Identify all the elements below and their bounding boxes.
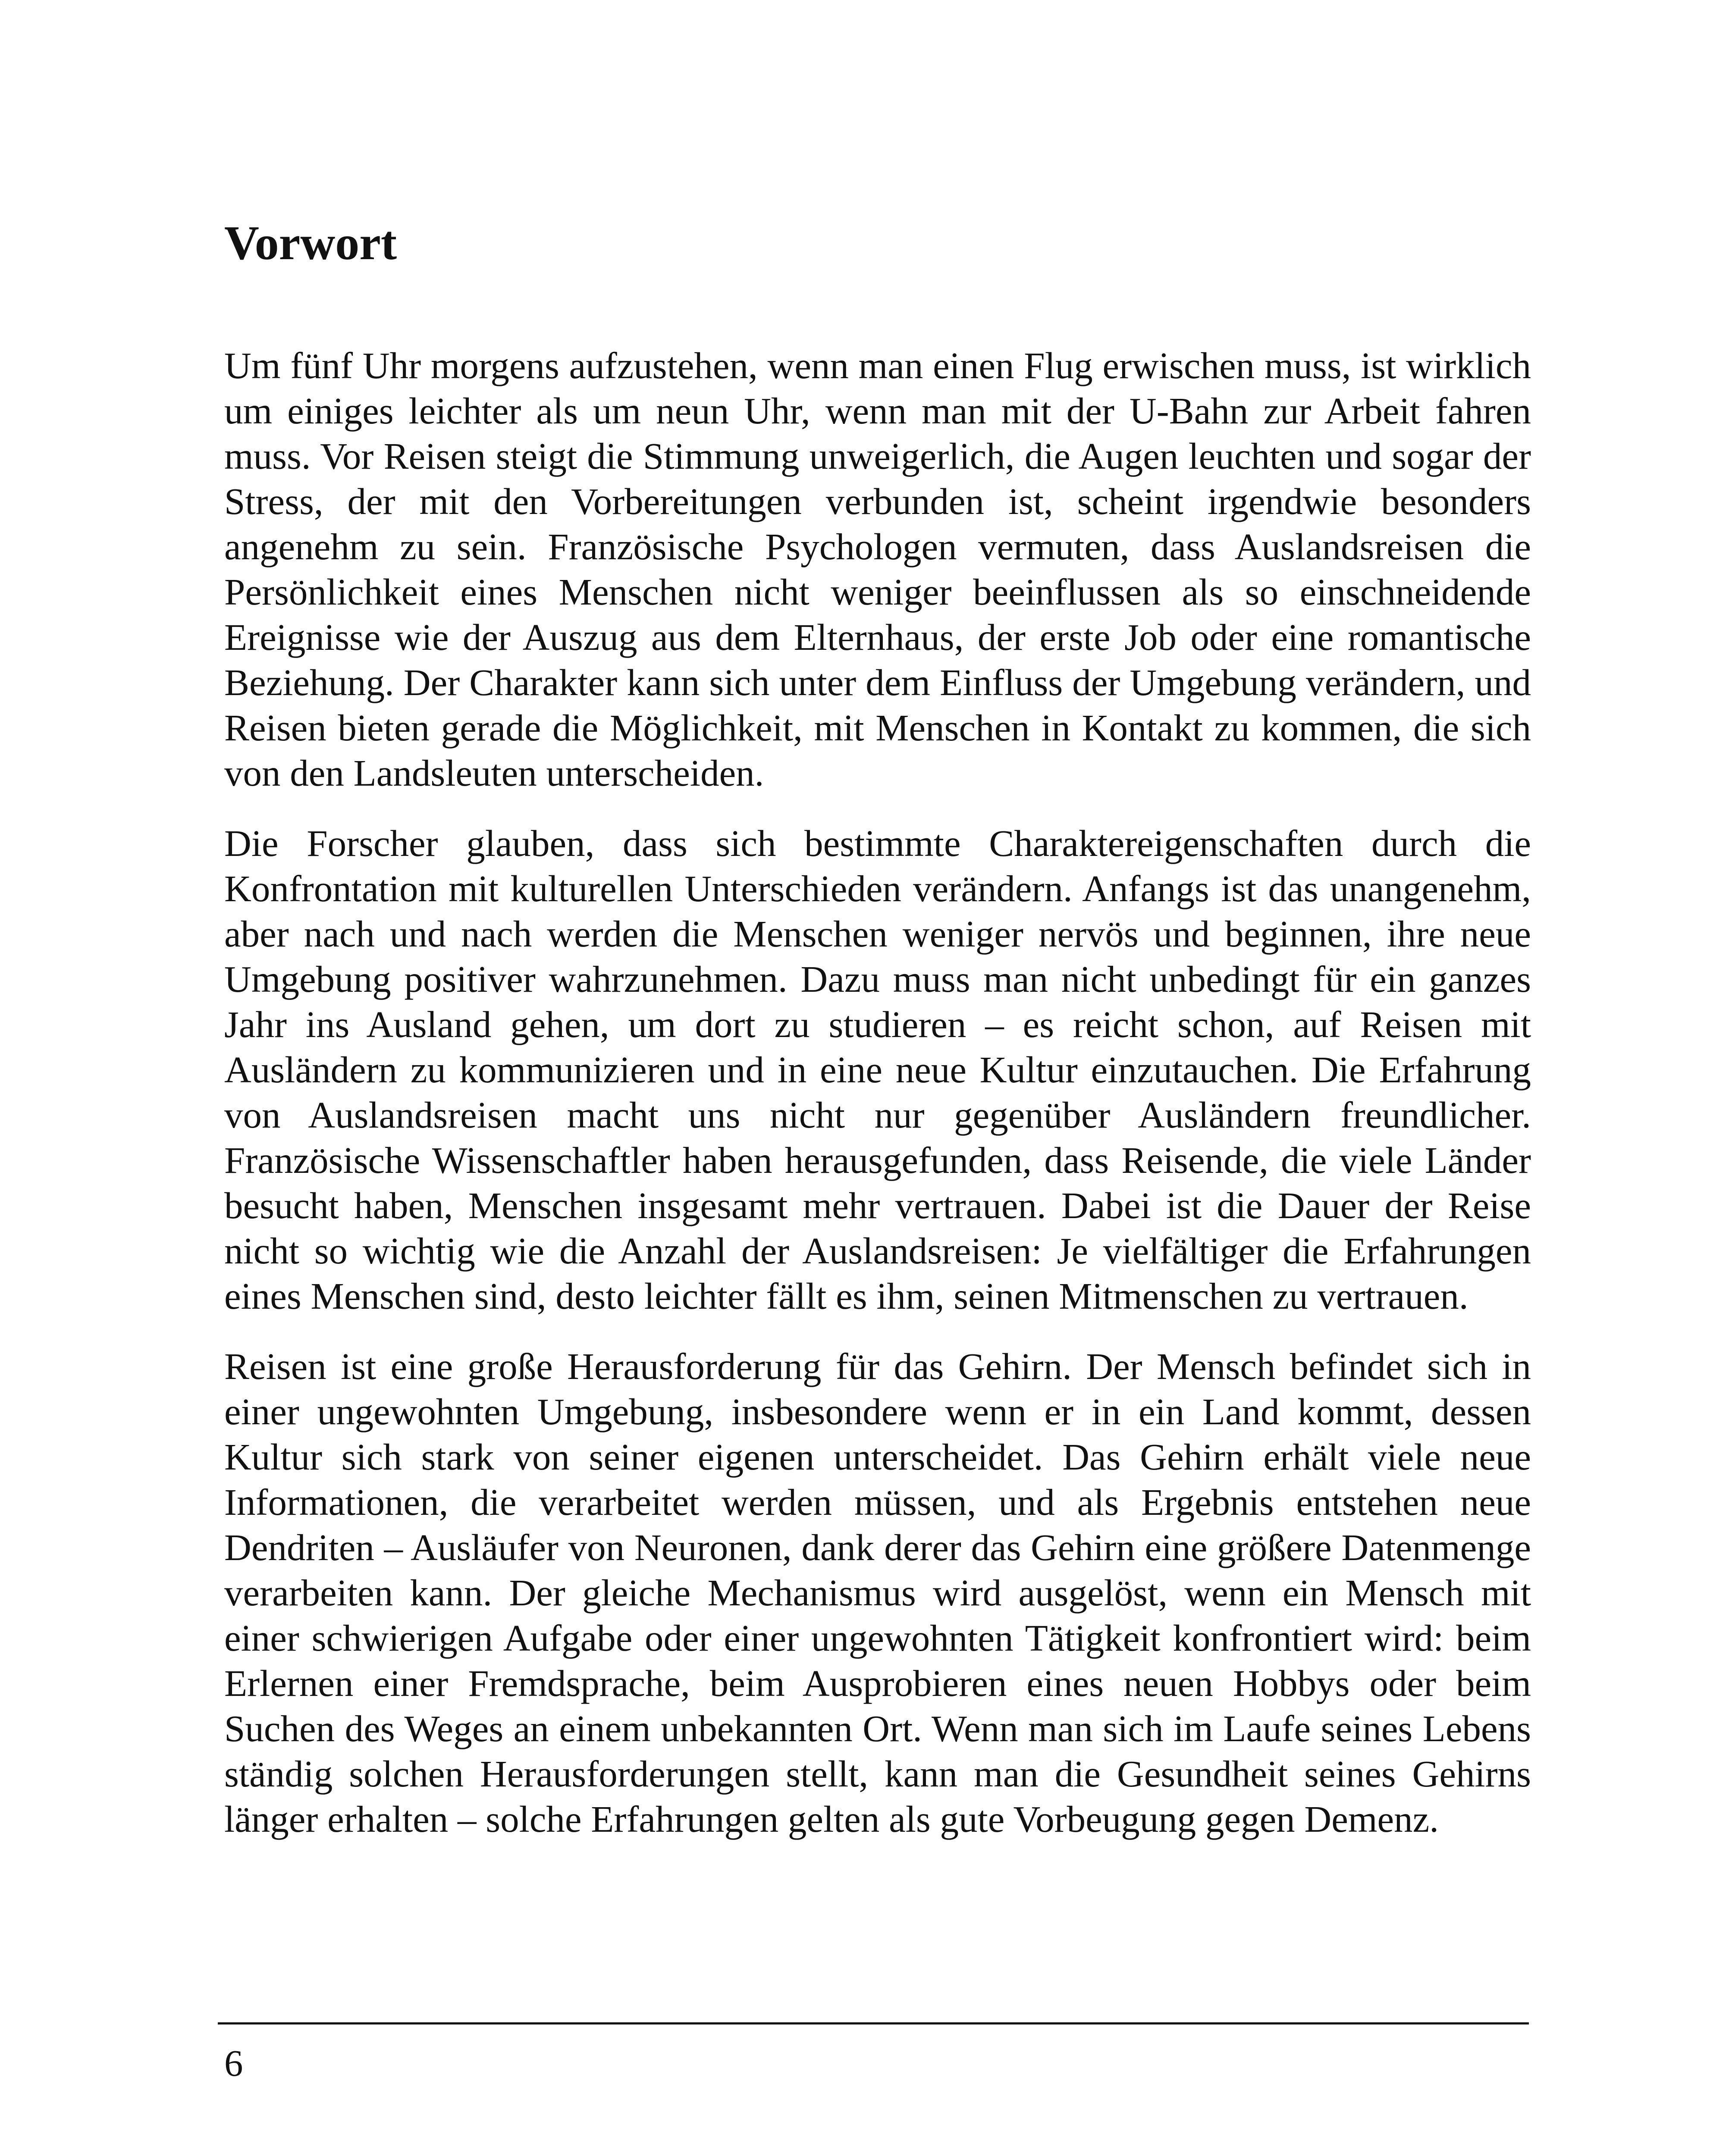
page-title: Vorwort <box>224 216 397 270</box>
page-number: 6 <box>224 2042 243 2084</box>
paragraph-2: Die Forscher glauben, dass sich bestimmte Charaktereigenschaften durch die Konfrontation mit kulturellen Unterschieden verändern. Anfangs ist das unangenehm, aber nach und nach werden die Menschen weniger nervös und beginnen, ihre neue Umgebung positiver wahrzunehmen. Dazu muss man nicht unbedingt für ein ganzes Jahr ins Ausland gehen, um dort zu studieren – es reicht schon, auf Reisen mit Ausländern zu kommunizieren und in eine neue Kultur einzutauchen. Die Erfahrung von Auslandsreisen macht uns nicht nur gegenüber Ausländern freundlicher. Französische Wissenschaftler haben herausgefunden, dass Reisende, die viele Länder besucht haben, Menschen insgesamt mehr vertrauen. Dabei ist die Dauer der Reise nicht so wichtig wie die Anzahl der Auslandsreisen: Je vielfältiger die Erfahrungen eines Menschen sind, desto leichter fällt es ihm, seinen Mitmenschen zu vertrauen. <box>224 822 1531 1317</box>
paragraph-3: Reisen ist eine große Herausforderung für das Gehirn. Der Mensch befindet sich in einer ungewohnten Umgebung, insbesondere wenn er in ein Land kommt, dessen Kultur sich stark von seiner eigenen unterscheidet. Das Gehirn erhält viele neue Informationen, die verarbeitet werden müssen, und als Ergebnis entstehen neue Dendriten – Ausläufer von Neuronen, dank derer das Gehirn eine größere Datenmenge verarbeiten kann. Der gleiche Mechanismus wird ausgelöst, wenn ein Mensch mit einer schwierigen Aufgabe oder einer ungewohnten Tätigkeit konfrontiert wird: beim Erlernen einer Fremdsprache, beim Ausprobieren eines neuen Hobbys oder beim Suchen des Weges an einem unbekannten Ort. Wenn man sich im Laufe seines Lebens ständig solchen Herausforderungen stellt, kann man die Gesundheit seines Gehirns länger erhalten – solche Erfahrungen gelten als gute Vorbeugung gegen Demenz. <box>224 1345 1531 1840</box>
body-text <box>224 343 1531 1867</box>
footer-divider <box>218 2022 1529 2024</box>
paragraph-1: Um fünf Uhr morgens aufzustehen, wenn man einen Flug erwischen muss, ist wirklich um einiges leichter als um neun Uhr, wenn man mit der U-Bahn zur Arbeit fahren muss. Vor Reisen steigt die Stimmung unweigerlich, die Augen leuchten und sogar der Stress, der mit den Vorbereitungen verbunden ist, scheint irgendwie besonders angenehm zu sein. Französische Psychologen vermuten, dass Auslandsreisen die Persönlichkeit eines Menschen nicht weniger beeinflussen als so einschneidende Ereignisse wie der Auszug aus dem Elternhaus, der erste Job oder eine romantische Beziehung. Der Charakter kann sich unter dem Einfluss der Umgebung verändern, und Reisen bieten gerade die Möglichkeit, mit Menschen in Kontakt zu kommen, die sich von den Landsleuten unterscheiden. <box>224 345 1531 794</box>
